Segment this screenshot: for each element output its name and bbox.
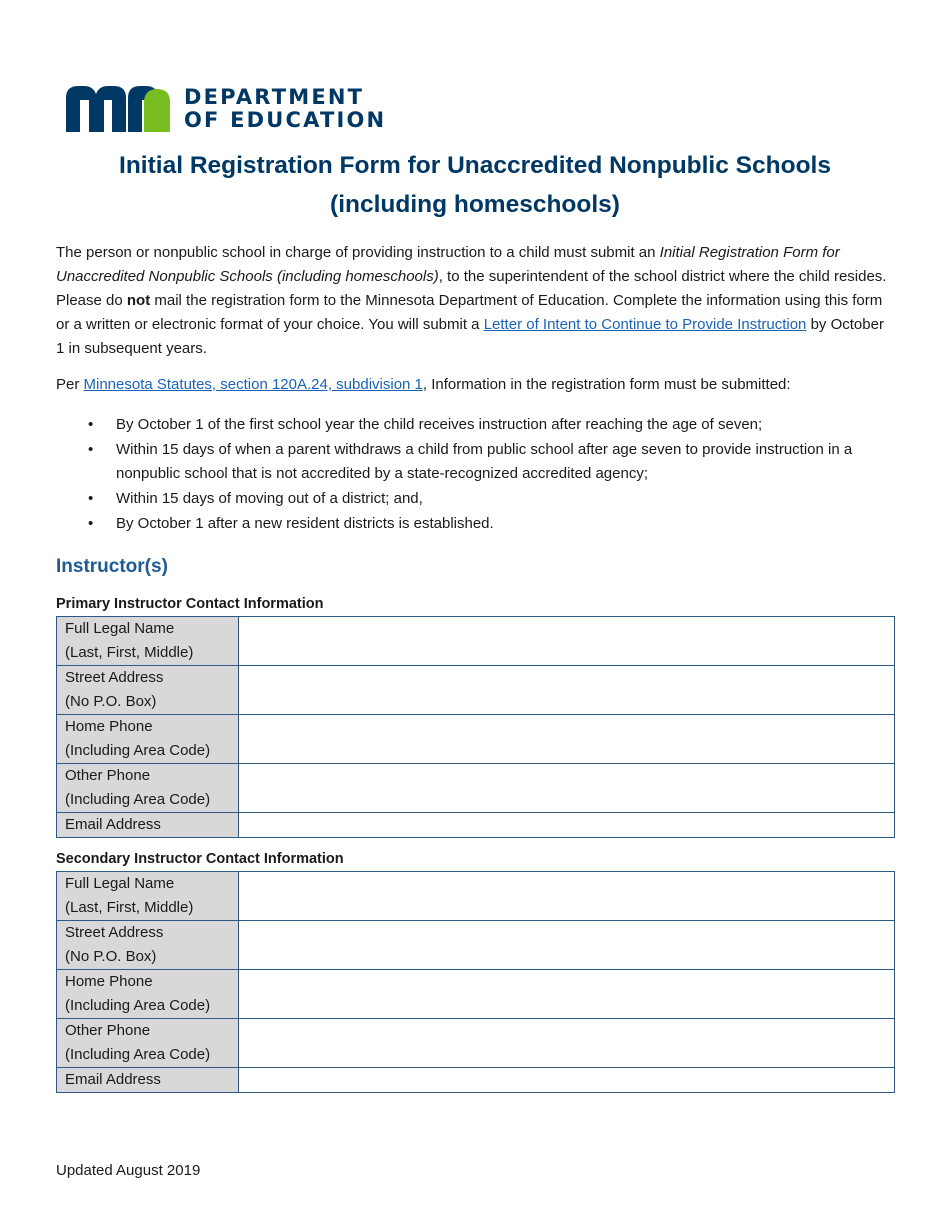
table-row <box>57 970 895 1019</box>
home-phone-label <box>57 715 239 764</box>
table-row <box>57 666 895 715</box>
table-row <box>57 764 895 813</box>
email-address-label <box>57 813 239 838</box>
intro-emphasis-not: not <box>126 292 151 309</box>
table-row <box>57 1019 895 1068</box>
updated-date: Updated August 2019 <box>56 1162 201 1179</box>
deadline-list <box>56 413 896 537</box>
label-line: Full Legal Name <box>65 875 175 892</box>
intro-text-5: mail the registration form to the Minnesota Department of Education. Complete the information using this form or a written or electronic format of your choice. You will submit a <box>56 292 883 333</box>
home-phone-label <box>57 970 239 1019</box>
statute-text-2: , Information in the registration form must be submitted: <box>422 376 791 393</box>
list-item: • Within 15 days of moving out of a district; and, <box>56 487 896 511</box>
table-row <box>57 1068 895 1093</box>
intro-form-name: Initial Registration Form for Unaccredited Nonpublic Schools (including homeschools) <box>56 244 840 285</box>
statute-link[interactable]: Minnesota Statutes, section 120A.24, subdivision 1 <box>83 376 423 393</box>
logo-line-2: OF EDUCATION <box>184 108 387 132</box>
title-line-1: Initial Registration Form for Unaccredited Nonpublic Schools <box>119 152 831 179</box>
intro-text-6: by October 1 in subsequent years. <box>56 316 884 357</box>
label-line: Home Phone <box>65 718 153 735</box>
label-line: (Including Area Code) <box>65 1046 211 1063</box>
table-row <box>57 617 895 666</box>
full-name-label <box>57 617 239 666</box>
title-line-2: (including homeschools) <box>330 191 620 218</box>
label-line: Other Phone <box>65 1022 151 1039</box>
label-line: Other Phone <box>65 767 151 784</box>
label-line: (Including Area Code) <box>65 997 211 1014</box>
table-row <box>57 872 895 921</box>
label-line: (No P.O. Box) <box>65 948 157 965</box>
intro-text-1: The person or nonpublic school in charge of providing instruction to a child must submit an <box>56 244 660 261</box>
primary-street-address-field[interactable] <box>239 666 895 715</box>
letter-of-intent-link[interactable]: Letter of Intent to Continue to Provide Instruction <box>483 316 807 333</box>
label-line: Email Address <box>65 816 161 833</box>
logo-line-1: DEPARTMENT <box>184 85 365 109</box>
email-address-label <box>57 1068 239 1093</box>
primary-email-field[interactable] <box>239 813 895 838</box>
label-line: (Last, First, Middle) <box>65 644 194 661</box>
label-line: (Including Area Code) <box>65 791 211 808</box>
primary-other-phone-field[interactable] <box>239 764 895 813</box>
primary-instructor-heading: Primary Instructor Contact Information <box>56 596 324 612</box>
mn-department-of-education-logo <box>66 86 386 132</box>
label-line: (No P.O. Box) <box>65 693 157 710</box>
street-address-label <box>57 666 239 715</box>
other-phone-label <box>57 764 239 813</box>
street-address-label <box>57 921 239 970</box>
label-line: (Including Area Code) <box>65 742 211 759</box>
primary-home-phone-field[interactable] <box>239 715 895 764</box>
secondary-other-phone-field[interactable] <box>239 1019 895 1068</box>
secondary-instructor-heading: Secondary Instructor Contact Information <box>56 851 344 867</box>
label-line: Email Address <box>65 1071 161 1088</box>
list-item: • By October 1 after a new resident districts is established. <box>56 512 896 536</box>
statute-paragraph <box>56 373 896 397</box>
instructors-heading: Instructor(s) <box>56 556 168 577</box>
table-row <box>57 921 895 970</box>
logo-wordmark <box>184 86 386 132</box>
label-line: Full Legal Name <box>65 620 175 637</box>
page-title <box>56 146 894 224</box>
primary-full-name-field[interactable] <box>239 617 895 666</box>
label-line: (Last, First, Middle) <box>65 899 194 916</box>
secondary-full-name-field[interactable] <box>239 872 895 921</box>
label-line: Home Phone <box>65 973 153 990</box>
table-row <box>57 813 895 838</box>
secondary-street-address-field[interactable] <box>239 921 895 970</box>
list-item: • Within 15 days of when a parent withdraws a child from public school after age seven to provide instruction in a nonpublic school that is not accredited by a state-recognized accredited agency; <box>56 438 896 486</box>
secondary-email-field[interactable] <box>239 1068 895 1093</box>
table-row <box>57 715 895 764</box>
list-item: • By October 1 of the first school year the child receives instruction after reaching the age of seven; <box>56 413 896 437</box>
statute-text-1: Per <box>56 376 84 393</box>
intro-text-3: , to the superintendent of the school district where the child resides. Please do <box>56 268 887 309</box>
secondary-home-phone-field[interactable] <box>239 970 895 1019</box>
primary-instructor-table <box>56 616 895 838</box>
other-phone-label <box>57 1019 239 1068</box>
intro-paragraph <box>56 241 896 361</box>
label-line: Street Address <box>65 669 164 686</box>
label-line: Street Address <box>65 924 164 941</box>
secondary-instructor-table <box>56 871 895 1093</box>
mn-logo-icon <box>66 86 172 132</box>
full-name-label <box>57 872 239 921</box>
